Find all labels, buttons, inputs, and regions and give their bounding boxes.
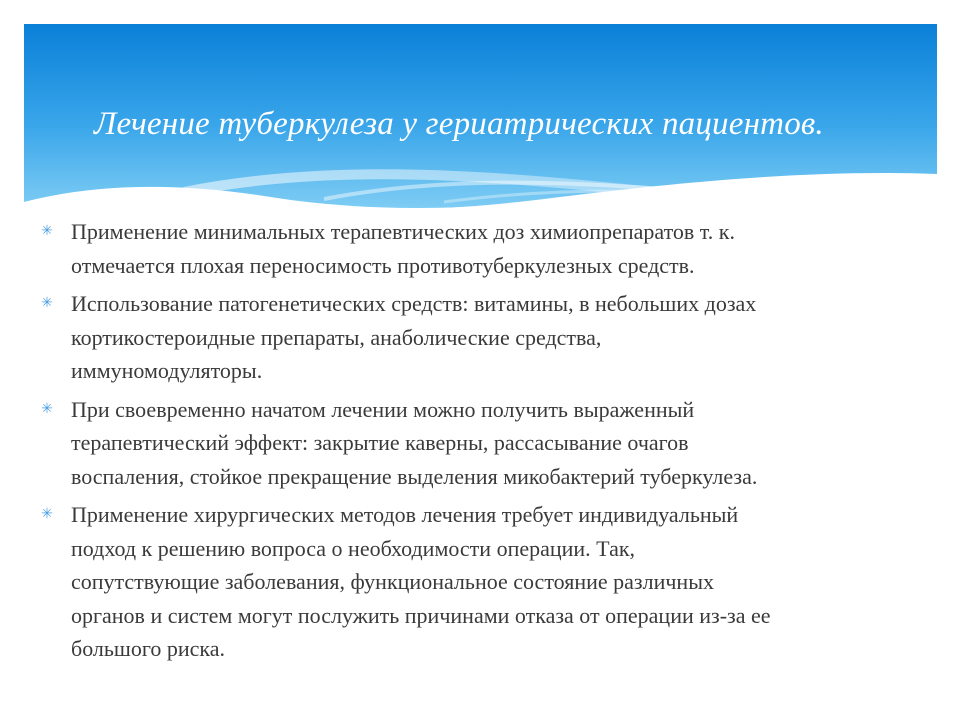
bullet-item [40, 287, 930, 388]
title-banner [24, 24, 937, 229]
asterisk-icon: ✳ [41, 401, 53, 417]
bullet-line: кортикостероидные препараты, анаболические средства, [71, 324, 602, 350]
bullet-line: При своевременно начатом лечении можно получить выраженный [71, 396, 695, 422]
bullet-line: Использование патогенетических средств: витамины, в небольших дозах [71, 291, 757, 316]
bullet-line: воспаления, стойкое прекращение выделения микобактерий туберкулеза. [71, 463, 758, 489]
bullet-line: Применение хирургических методов лечения требует индивидуальный [71, 502, 739, 527]
slide-title: Лечение туберкулеза у гериатрических пациентов. [94, 106, 824, 142]
bullet-line: Применение минимальных терапевтических доз химиопрепаратов т. к. [71, 219, 735, 244]
bullet-list [40, 215, 930, 671]
bullet-line: органов и систем могут послужить причинами отказа от операции из-за ее [71, 602, 771, 628]
bullet-line: терапевтический эффект: закрытие каверны, рассасывание очагов [71, 430, 689, 455]
bullet-line: большого риска. [71, 636, 225, 661]
asterisk-icon: ✳ [41, 224, 53, 239]
bullet-item [40, 393, 930, 494]
bullet-item [40, 498, 930, 666]
bullet-line: отмечается плохая переносимость противотуберкулезных средств. [71, 252, 695, 278]
bullet-item [40, 215, 930, 282]
bullet-line: подход к решению вопроса о необходимости операции. Так, [71, 535, 636, 561]
asterisk-icon: ✳ [41, 507, 53, 522]
asterisk-icon: ✳ [41, 296, 53, 311]
bullet-line: сопутствующие заболевания, функциональное состояние различных [71, 569, 714, 594]
bullet-line: иммуномодуляторы. [71, 358, 263, 383]
